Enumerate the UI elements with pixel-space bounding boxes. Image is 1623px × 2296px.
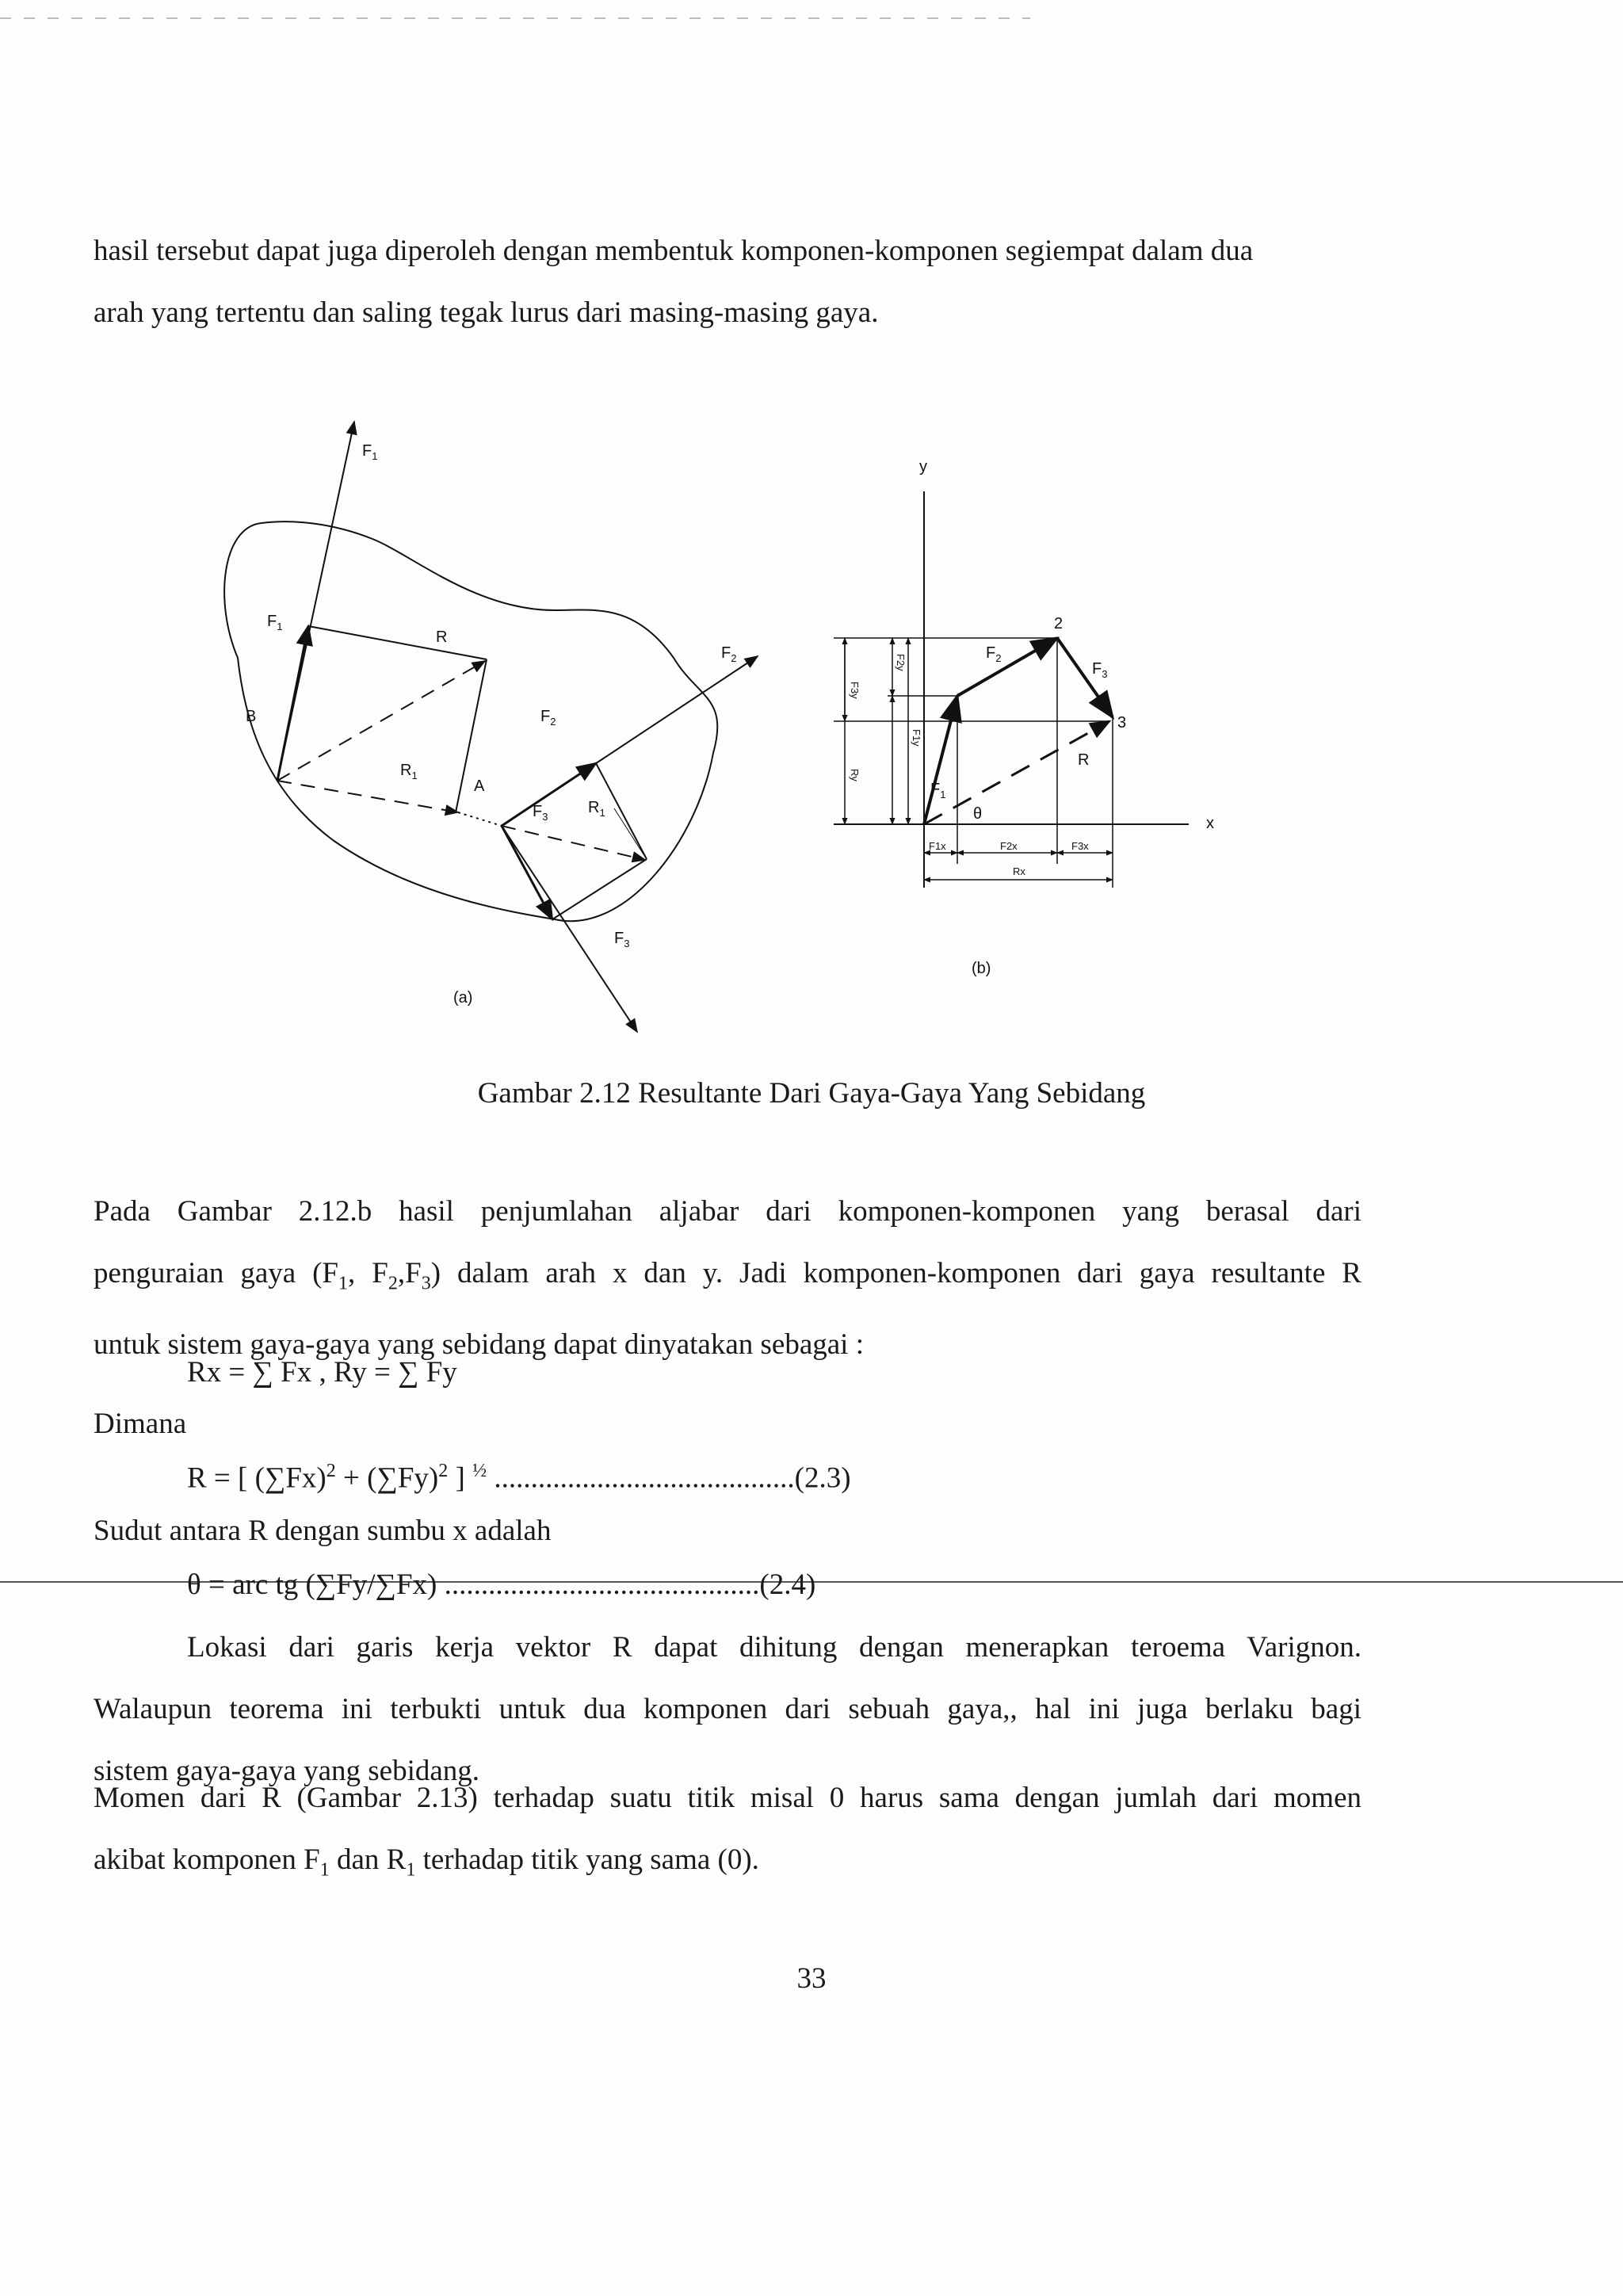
label-F2: $F_2$	[540, 708, 556, 728]
label-theta: θ	[973, 805, 983, 823]
F1-vector	[277, 626, 308, 781]
panel-label-b: (b)	[972, 960, 991, 977]
F3-action-line	[502, 826, 637, 1032]
label-R1-left: $R_1$	[400, 762, 418, 781]
label-F1-top: $F_1$	[362, 442, 378, 462]
label-B: B	[246, 708, 257, 725]
R1-dashed-from-A	[502, 826, 645, 860]
R-dashed-from-B	[277, 661, 485, 781]
equation-2-4: θ = arc tg (∑Fy/∑Fx) ...........................................(2.4)	[187, 1568, 816, 1601]
R-polygon-dashed	[924, 721, 1109, 824]
scan-artifact	[0, 17, 1030, 19]
paragraph-line: Lokasi dari garis kerja vektor R dapat dihitung dengan menerapkan teroema Varignon.	[187, 1631, 1361, 1664]
paragraph-moment	[94, 1767, 1361, 1901]
label-F2-far: $F_2$	[721, 644, 737, 664]
F3-vector	[502, 826, 552, 919]
F2-polygon-vector	[957, 638, 1057, 696]
label-dimana: Dimana	[94, 1408, 187, 1440]
R1-dashed-from-B	[277, 781, 458, 812]
F1-polygon-vector	[924, 696, 957, 824]
dotted-transfer	[458, 812, 502, 826]
figure-caption: Gambar 2.12 Resultante Dari Gaya-Gaya Yang Sebidang	[477, 1077, 1146, 1110]
label-F2-b: $F_2$	[986, 644, 1002, 664]
equation-components: Rx = ∑ Fx , Ry = ∑ Fy	[187, 1356, 457, 1389]
paragraph-line: penguraian gaya ($F_1$, $F_2,F_3$) dalam arah x dan y. Jadi komponen-komponen dari gaya resultante R	[94, 1257, 1361, 1294]
label-Rx: Rx	[1013, 865, 1025, 877]
label-F2x: F2x	[1000, 840, 1018, 852]
label-R-b: R	[1078, 751, 1090, 769]
label-angle: Sudut antara R dengan sumbu x adalah	[94, 1515, 552, 1547]
label-F2y: F2y	[895, 654, 907, 671]
label-F3-b: $F_3$	[1092, 660, 1108, 680]
intro-line: hasil tersebut dapat juga diperoleh dengan membentuk komponen-komponen segiempat dalam dua	[94, 235, 1254, 267]
label-F1x: F1x	[929, 840, 946, 852]
figure-resultant-forces	[0, 396, 1623, 1062]
label-F3-far: $F_3$	[614, 930, 630, 949]
paragraph-line: sistem gaya-gaya yang sebidang.	[94, 1755, 480, 1787]
axis-y-label: y	[919, 458, 927, 476]
intro-line: arah yang tertentu dan saling tegak lurus dari masing-masing gaya.	[94, 296, 879, 329]
label-F3x: F3x	[1071, 840, 1089, 852]
label-R: R	[436, 628, 448, 646]
label-point-3: 3	[1117, 714, 1127, 732]
label-Ry: Ry	[849, 769, 861, 781]
panel-label-a: (a)	[453, 989, 473, 1007]
page-number: 33	[796, 1962, 827, 1995]
label-F3y: F3y	[849, 682, 861, 699]
paragraph-line: Momen dari R (Gambar 2.13) terhadap suatu titik misal 0 harus sama dengan jumlah dari momen	[94, 1782, 1361, 1814]
figure-drawing	[0, 396, 1623, 1062]
F2-vector	[502, 763, 596, 826]
paragraph-line: Pada Gambar 2.12.b hasil penjumlahan aljabar dari komponen-komponen yang berasal dari	[94, 1195, 1361, 1228]
equation-2-3: R = [ $(\sum Fx)^2 + (\sum Fy)^2$ ] $^{\frac{1}{2}}$ .........................................(2.3)	[187, 1461, 851, 1495]
intro-paragraph	[94, 220, 1361, 344]
axis-x-label: x	[1206, 815, 1214, 832]
paragraph-line: akibat komponen $F_1$ dan $R_1$ terhadap titik yang sama (0).	[94, 1843, 759, 1881]
label-F1: $F_1$	[267, 613, 283, 632]
label-R1-right: $R_1$	[588, 799, 605, 819]
label-F1y: F1y	[911, 729, 922, 747]
label-F3: $F_3$	[533, 803, 548, 823]
label-A: A	[474, 777, 485, 795]
paragraph-components	[94, 1181, 1361, 1376]
paragraph-line: Walaupun teorema ini terbukti untuk dua komponen dari sebuah gaya,, hal ini juga berlaku bagi	[94, 1693, 1361, 1725]
paragraph-line: untuk sistem gaya-gaya yang sebidang dapat dinyatakan sebagai :	[94, 1328, 864, 1362]
label-point-2: 2	[1054, 615, 1064, 632]
label-F1-b: $F_1$	[930, 781, 946, 800]
